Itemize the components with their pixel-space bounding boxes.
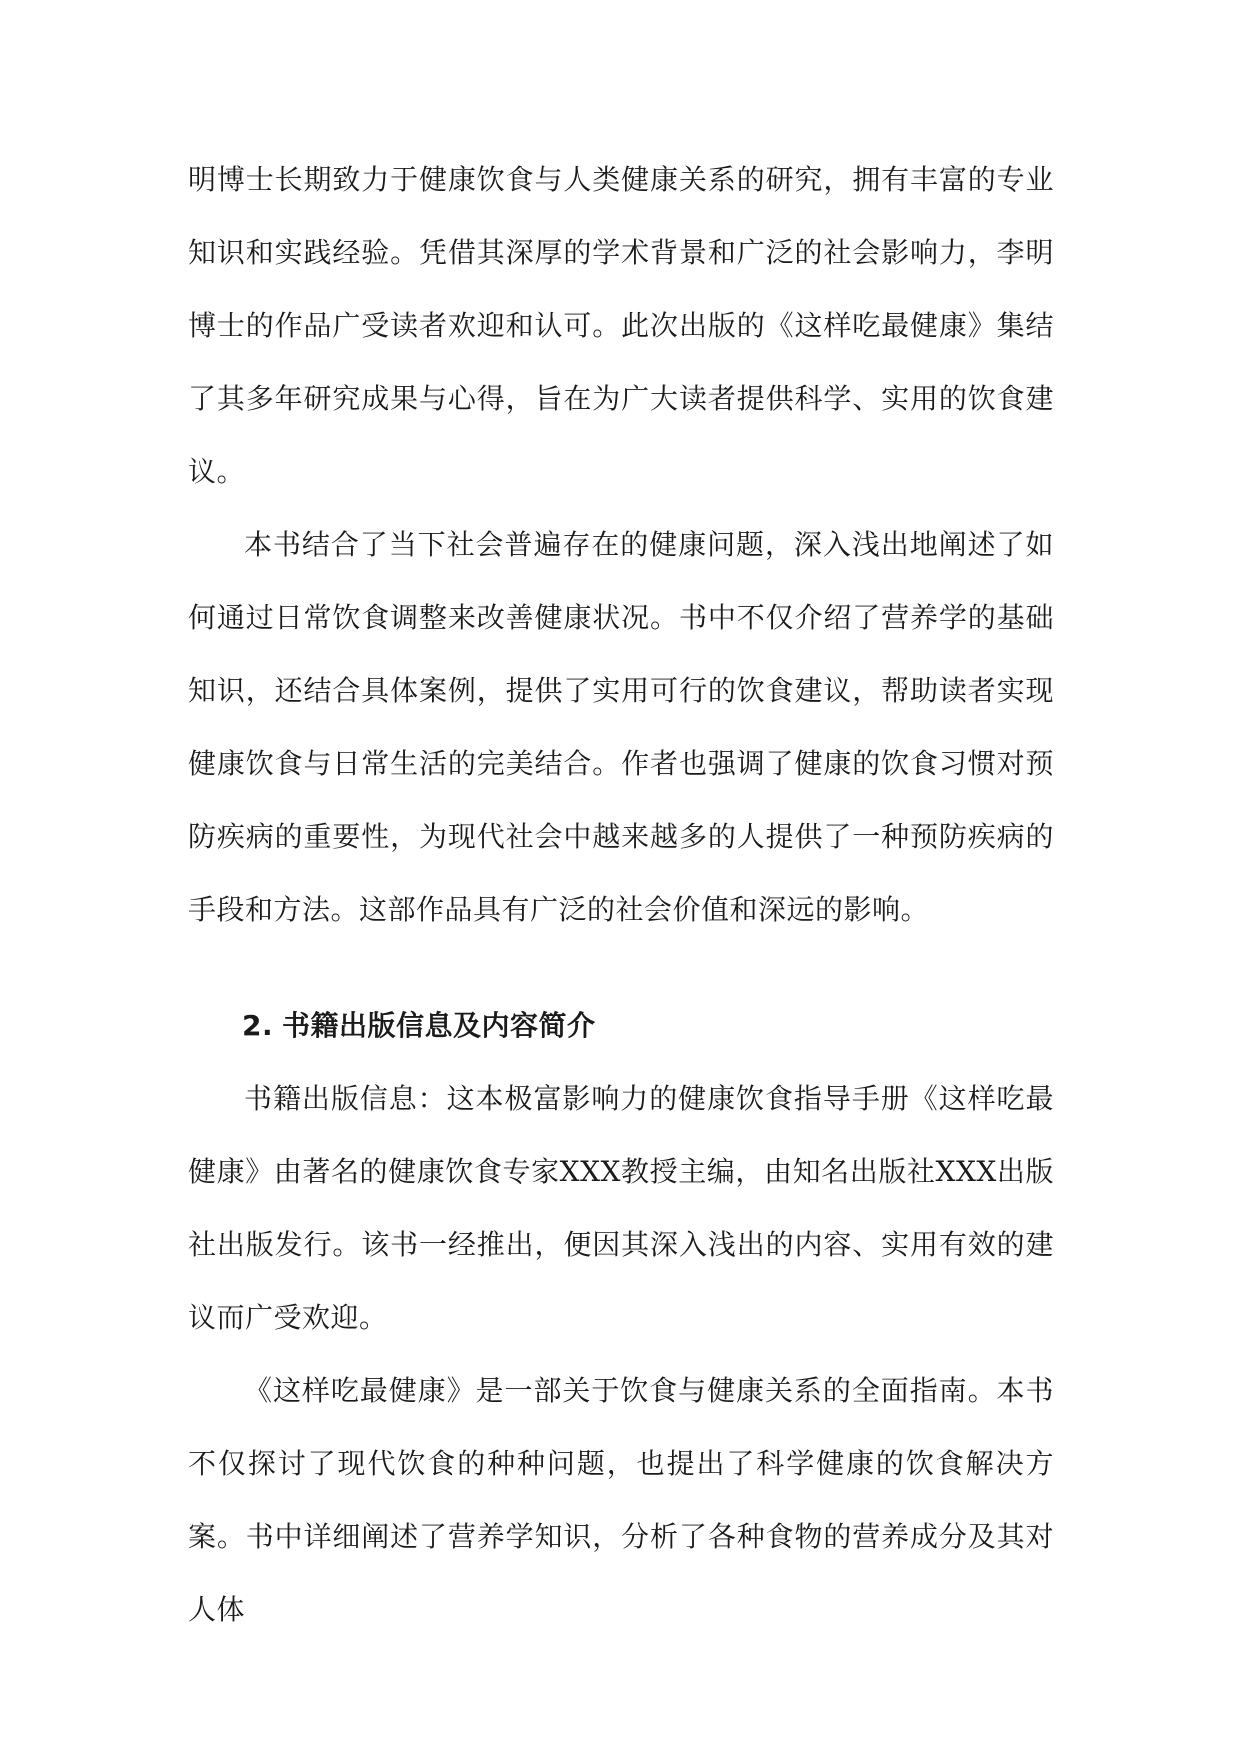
- section-number: 2.: [242, 1009, 274, 1042]
- document-body: [188, 143, 1054, 1646]
- section-title: 书籍出版信息及内容简介: [282, 1009, 596, 1042]
- paragraph-book-summary: 本书结合了当下社会普遍存在的健康问题，深入浅出地阐述了如何通过日常饮食调整来改善健康状况。书中不仅介绍了营养学的基础知识，还结合具体案例，提供了实用可行的饮食建议，帮助读者实现健康饮食与日常生活的完美结合。作者也强调了健康的饮食习惯对预防疾病的重要性，为现代社会中越来越多的人提供了一种预防疾病的手段和方法。这部作品具有广泛的社会价值和深远的影响。: [188, 528, 1054, 926]
- paragraph-author-bio: 明博士长期致力于健康饮食与人类健康关系的研究，拥有丰富的专业知识和实践经验。凭借其深厚的学术背景和广泛的社会影响力，李明博士的作品广受读者欢迎和认可。此次出版的《这样吃最健康》集结了其多年研究成果与心得，旨在为广大读者提供科学、实用的饮食建议。: [188, 163, 1054, 488]
- section-heading: [188, 989, 1054, 1062]
- paragraph-publication-info: 书籍出版信息：这本极富影响力的健康饮食指导手册《这样吃最健康》由著名的健康饮食专家XXX教授主编，由知名出版社XXX出版社出版发行。该书一经推出，便因其深入浅出的内容、实用有效的建议而广受欢迎。: [188, 1082, 1054, 1334]
- paragraph-content-intro: 《这样吃最健康》是一部关于饮食与健康关系的全面指南。本书不仅探讨了现代饮食的种种问题，也提出了科学健康的饮食解决方案。书中详细阐述了营养学知识，分析了各种食物的营养成分及其对人体: [188, 1374, 1054, 1626]
